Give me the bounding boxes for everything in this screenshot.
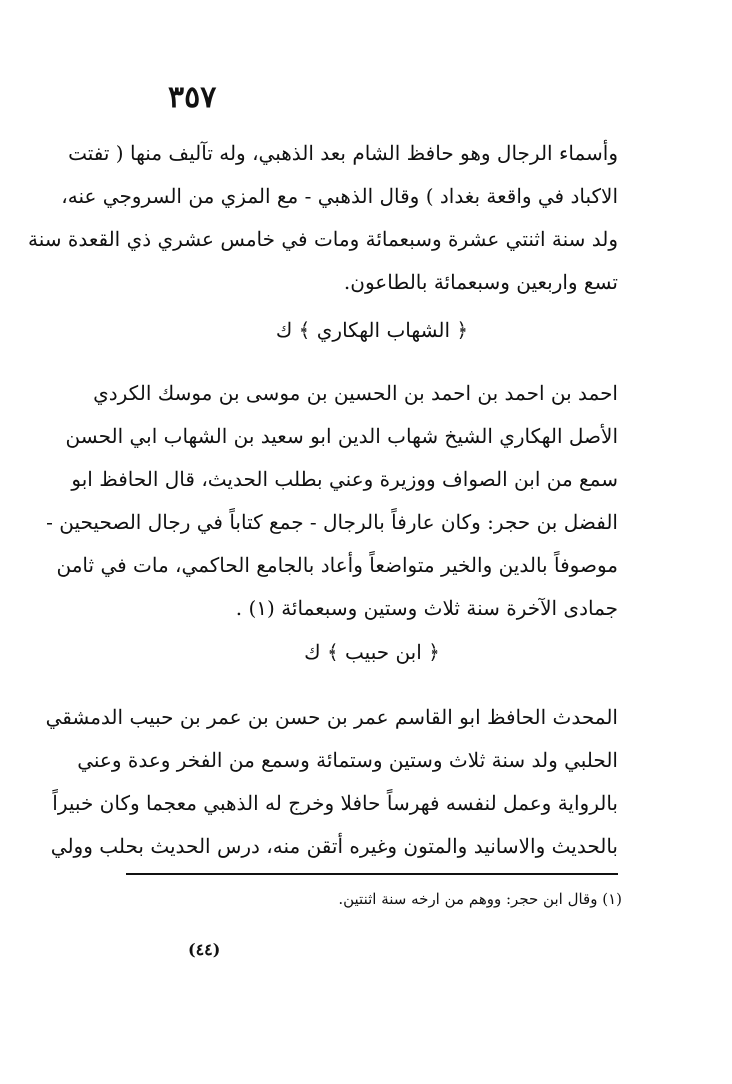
- text-line: الاكباد في واقعة بغداد ) وقال الذهبي - مع المزي من السروجي عنه،: [61, 184, 618, 208]
- text-line: بالحديث والاسانيد والمتون وغيره أتقن منه، درس الحديث بحلب وولي: [50, 834, 618, 858]
- text-line: وأسماء الرجال وهو حافظ الشام بعد الذهبي، وله تآليف منها ( تفتت: [68, 141, 618, 165]
- page-number: ٣٥٧: [168, 80, 217, 115]
- paragraph-shihab-hakkari: [46, 372, 618, 630]
- sheet-number: (٤٤): [188, 940, 221, 959]
- section-heading-ibn-habib: ﴿ ابن حبيب ﴾ ك: [304, 640, 440, 664]
- text-line: موصوفاً بالدين والخير متواضعاً وأعاد بالجامع الحاكمي، مات في ثامن: [56, 553, 618, 577]
- text-line: جمادى الآخرة سنة ثلاث وستين وسبعمائة (١) .: [235, 596, 618, 620]
- text-line: احمد بن احمد بن احمد بن الحسين بن موسى بن موسك الكردي: [93, 381, 618, 405]
- text-line: الأصل الهكاري الشيخ شهاب الدين ابو سعيد بن الشهاب ابي الحسن: [65, 424, 618, 448]
- text-line: الفضل بن حجر: وكان عارفاً بالرجال - جمع كتاباً في رجال الصحيحين -: [46, 510, 618, 534]
- footnote: (١) وقال ابن حجر: ووهم من ارخه سنة اثنتين.: [338, 890, 622, 908]
- section-heading-shihab-hakkari: ﴿ الشهاب الهكاري ﴾ ك: [275, 318, 469, 342]
- paragraph-ibn-habib: [45, 696, 618, 868]
- text-line: تسع واربعين وسبعمائة بالطاعون.: [343, 270, 618, 294]
- text-line: المحدث الحافظ ابو القاسم عمر بن حسن بن عمر بن حبيب الدمشقي: [45, 705, 618, 729]
- text-line: الحلبي ولد سنة ثلاث وستين وستمائة وسمع من الفخر وعدة وعني: [77, 748, 618, 772]
- paragraph-previous-entry: [27, 132, 618, 304]
- text-line: ولد سنة اثنتي عشرة وسبعمائة ومات في خامس عشري ذي القعدة سنة: [27, 227, 618, 251]
- text-line: سمع من ابن الصواف ووزيرة وعني بطلب الحديث، قال الحافظ ابو: [71, 467, 618, 491]
- footnote-divider: [126, 873, 618, 875]
- text-line: بالرواية وعمل لنفسه فهرساً حافلا وخرج له الذهبي معجما وكان خبيراً: [52, 791, 618, 815]
